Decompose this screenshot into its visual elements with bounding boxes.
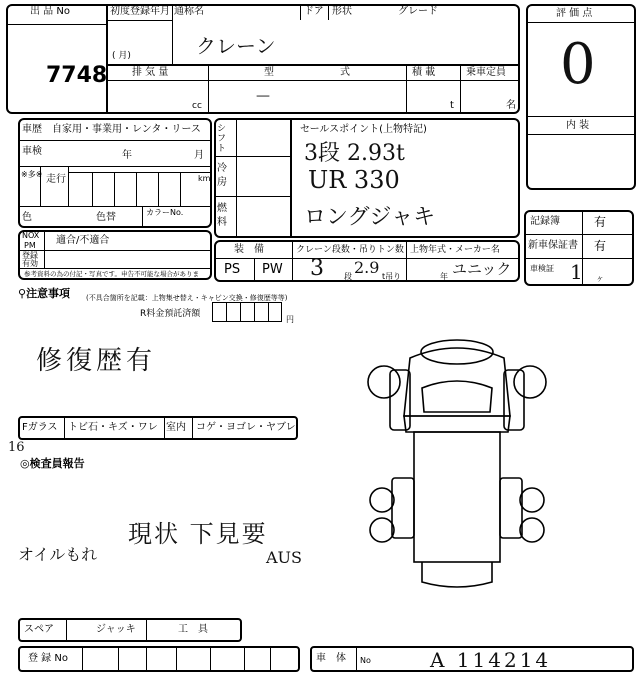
nox-label: NOX (22, 231, 40, 240)
first-registration-label: 初度登録年月 (110, 6, 170, 17)
lot-number-label: 出 品 No (30, 6, 70, 17)
upper-year-label: 上物年式・メーカー名 (410, 245, 500, 255)
interior-label: 室内 (166, 422, 186, 433)
pw-option: PW (262, 262, 283, 277)
record-book-value: 有 (594, 215, 607, 229)
sales-point-label: セールスポイント(上物特記) (300, 124, 427, 135)
tools-label: 工 具 (178, 624, 208, 635)
km-unit: km (198, 174, 211, 183)
keys-value: 1 (570, 260, 583, 284)
inspection-year-unit: 年 (122, 150, 132, 161)
inspector-report-label: ◎検査員報告 (20, 457, 85, 470)
common-name-value: クレーン (196, 34, 276, 58)
crane-steps-value: 3 (310, 256, 324, 281)
warranty-label: 新車保証書 (528, 240, 578, 251)
mileage-label: 走行 (46, 174, 66, 185)
fuel-label: 燃料 (217, 203, 227, 228)
score-value: 0 (560, 32, 596, 97)
sales-line-1: 3段 2.93t (304, 141, 405, 166)
pm-label: PM (24, 241, 36, 250)
registration-label: 登録 (22, 251, 38, 260)
common-name-label: 通称名 (174, 6, 204, 17)
load-label: 積 載 (412, 67, 436, 78)
caution-label: ⚲注意事項 (18, 287, 71, 300)
steps-unit: 段 (344, 272, 352, 281)
interior-items: コゲ・ヨゴレ・ヤブレ (196, 422, 296, 433)
inspector-oil-note: オイルもれ (18, 545, 98, 564)
inspector-aus-note: AUS (266, 548, 302, 567)
equipment-label: 装 備 (234, 244, 264, 255)
chassis-label: 車 体 (316, 653, 346, 664)
tons-unit: t吊り (382, 272, 402, 281)
sales-line-3: ロングジャキ (304, 205, 436, 230)
door-label: ドア (304, 6, 324, 17)
chassis-number: A 114214 (430, 648, 552, 672)
inspector-main-note: 現状 下見要 (128, 520, 268, 548)
cc-unit: cc (192, 101, 202, 111)
recycle-fee-label: R料金預託済額 (140, 309, 201, 319)
ps-option: PS (224, 262, 241, 277)
truck-damage-diagram (362, 330, 552, 590)
grade-label: グレード (398, 6, 438, 17)
color-label: 色 (22, 212, 32, 223)
shift-label: シフト (217, 124, 227, 154)
ton-unit: t (450, 100, 454, 111)
upper-year-unit: 年 (440, 272, 448, 281)
registration-no-label: 登 録 No (28, 653, 68, 664)
displacement-label: 排 気 量 (132, 67, 169, 78)
model-type-label: 式 (340, 67, 350, 78)
jack-label: ジャッキ (96, 624, 136, 635)
keys-label: 車検証 (530, 264, 554, 273)
footer-note: 参考資料の為の付記・写真です。申告不可能な場合がありま (24, 270, 199, 278)
glass-items: トビ石・キズ・ワレ (68, 422, 158, 433)
history-label: 車歴 (22, 124, 42, 135)
lot-number: 7748 (46, 63, 108, 88)
yen-unit: 円 (286, 315, 294, 324)
crane-tons-value: 2.9 (354, 258, 380, 277)
crane-steps-label: クレーン段数・吊りトン数 (296, 245, 404, 255)
color-no-label: カラーNo. (146, 208, 184, 217)
color-change-label: 色替 (96, 212, 116, 223)
score-label: 評 価 点 (556, 8, 593, 19)
keys-unit: ヶ (596, 274, 604, 283)
ac-label: 冷房 (217, 163, 227, 188)
upper-maker-value: ユニック (452, 260, 512, 278)
person-unit: 名 (506, 100, 516, 111)
interior-grade-label: 内 装 (566, 120, 590, 131)
glass-label: Fガラス (22, 422, 58, 433)
sales-line-2: UR 330 (308, 166, 400, 194)
validity-label: 有効 (22, 259, 38, 268)
model-value: — (256, 88, 270, 104)
model-label: 型 (264, 67, 274, 78)
history-options: 自家用・事業用・レンタ・リース (52, 124, 201, 135)
first-registration-paren: ( 月) (112, 51, 131, 61)
caution-subtitle: (不具合箇所を記載：上物集せ替え・キャビン交換・修復歴等等) (86, 294, 288, 302)
spare-label: スペア (24, 624, 54, 635)
shape-label: 形状 (332, 6, 352, 17)
mileage-mark: ※多※ (21, 170, 43, 179)
inspection-month-unit: 月 (194, 150, 204, 161)
record-book-label: 記録簿 (530, 216, 560, 227)
caution-handwriting: 修復歴有 (36, 346, 157, 376)
chassis-no-label: No (360, 656, 371, 665)
margin-number: 16 (8, 440, 25, 455)
nox-value: 適合/不適合 (56, 235, 110, 246)
pin-icon: ⚲ (18, 287, 27, 300)
inspection-label: 車検 (22, 146, 42, 157)
warranty-value: 有 (594, 239, 607, 253)
recycle-fee-boxes (212, 302, 282, 322)
capacity-label: 乗車定員 (466, 67, 506, 78)
